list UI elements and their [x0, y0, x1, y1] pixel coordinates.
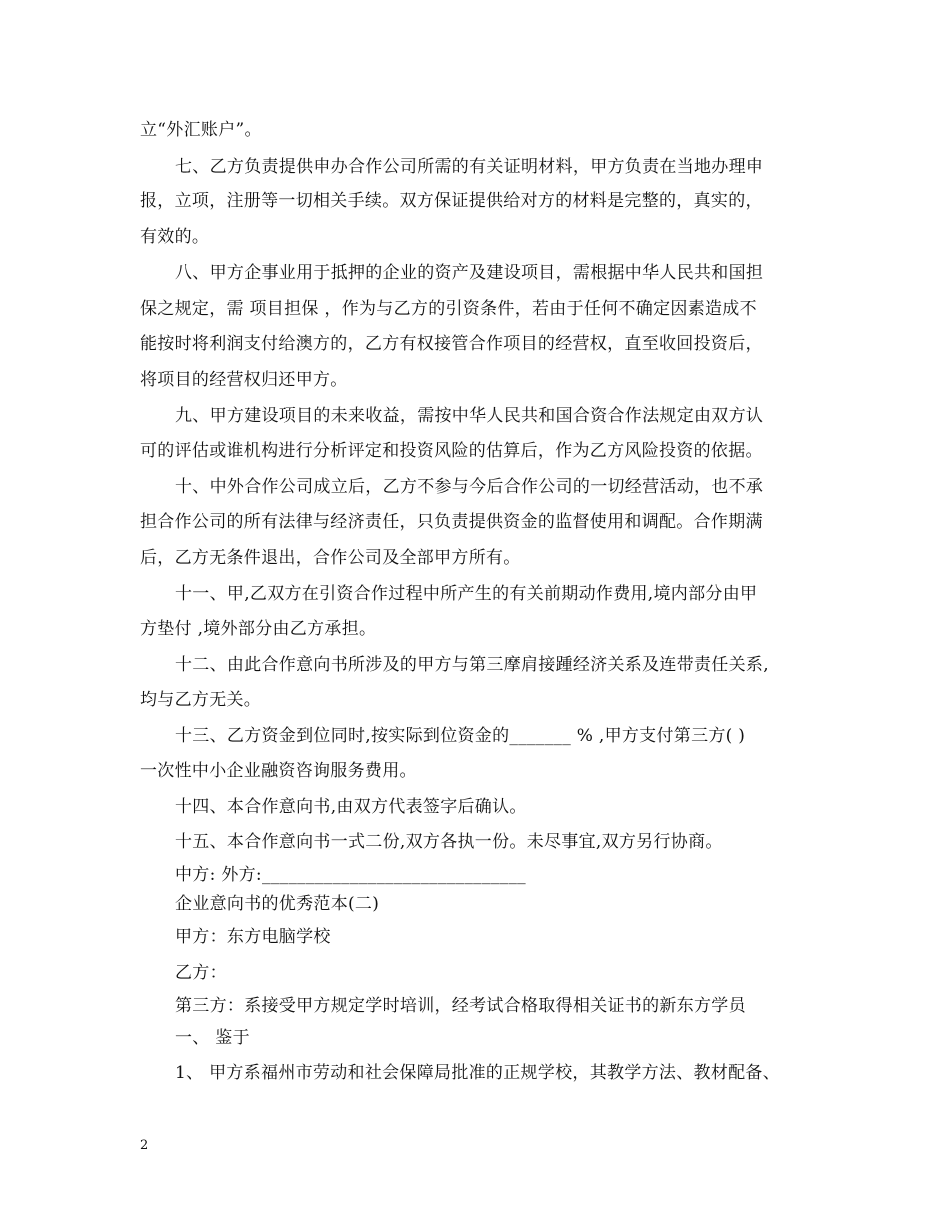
text-line: 担合作公司的所有法律与经济责任，只负责提供资金的监督使用和调配。合作期满 [140, 512, 763, 532]
text-line: 七、乙方负责提供申办合作公司所需的有关证明材料，甲方负责在当地办理申 [175, 157, 764, 177]
text-line: 均与乙方无关。 [140, 690, 262, 710]
text-line: 十、中外合作公司成立后，乙方不参与今后合作公司的一切经营活动，也不承 [175, 477, 764, 497]
text-line: 十二、由此合作意向书所涉及的甲方与第三摩肩接踵经济关系及连带责任关系, [175, 655, 769, 675]
party-b-line: 乙方： [175, 963, 227, 983]
text-line: 十五、本合作意向书一式二份,双方各执一份。未尽事宜,双方另行协商。 [175, 832, 723, 852]
text-line: 报，立项，注册等一切相关手续。双方保证提供给对方的材料是完整的，真实的， [140, 191, 763, 211]
text-line: 九、甲方建设项目的未来收益，需按中华人民共和国合资合作法规定由双方认 [175, 406, 764, 426]
text-line: 可的评估或谁机构进行分析评定和投资风险的估算后，作为乙方风险投资的依据。 [140, 441, 763, 461]
text-line: 能按时将利润支付给澳方的，乙方有权接管合作项目的经营权，直至收回投资后， [140, 334, 763, 354]
clause-heading: 一、 鉴于 [175, 1028, 250, 1048]
text-line: 保之规定，需 项目担保 ，作为与乙方的引资条件，若由于任何不确定因素造成不 [140, 299, 757, 319]
text-line: 十三、乙方资金到位同时,按实际到位资金的_______ % ,甲方支付第三方( ) [175, 726, 746, 746]
text-line: 一次性中小企业融资咨询服务费用。 [140, 761, 417, 781]
third-party-line: 第三方：系接受甲方规定学时培训，经考试合格取得相关证书的新东方学员 [175, 996, 746, 1016]
text-line: 方垫付 ,境外部分由乙方承担。 [140, 619, 377, 639]
text-line: 有效的。 [140, 227, 210, 247]
text-line: 立“外汇账户”。 [140, 120, 262, 140]
page-number: 2 [140, 1138, 149, 1153]
text-line: 1、 甲方系福州市劳动和社会保障局批准的正规学校，其教学方法、教材配备、 [175, 1063, 781, 1083]
text-line: 十一、甲,乙双方在引资合作过程中所产生的有关前期动作费用,境内部分由甲 [175, 584, 758, 604]
party-a-line: 甲方：东方电脑学校 [175, 927, 331, 947]
text-line: 后，乙方无条件退出，合作公司及全部甲方所有。 [140, 548, 521, 568]
text-line: 八、甲方企事业用于抵押的企业的资产及建设项目，需根据中华人民共和国担 [175, 263, 764, 283]
text-line: 将项目的经营权归还甲方。 [140, 370, 348, 390]
section-heading: 企业意向书的优秀范本(二) [175, 894, 380, 914]
text-line: 十四、本合作意向书,由双方代表签字后确认。 [175, 797, 527, 817]
signature-line: 中方: 外方:______________________________ [175, 865, 526, 885]
